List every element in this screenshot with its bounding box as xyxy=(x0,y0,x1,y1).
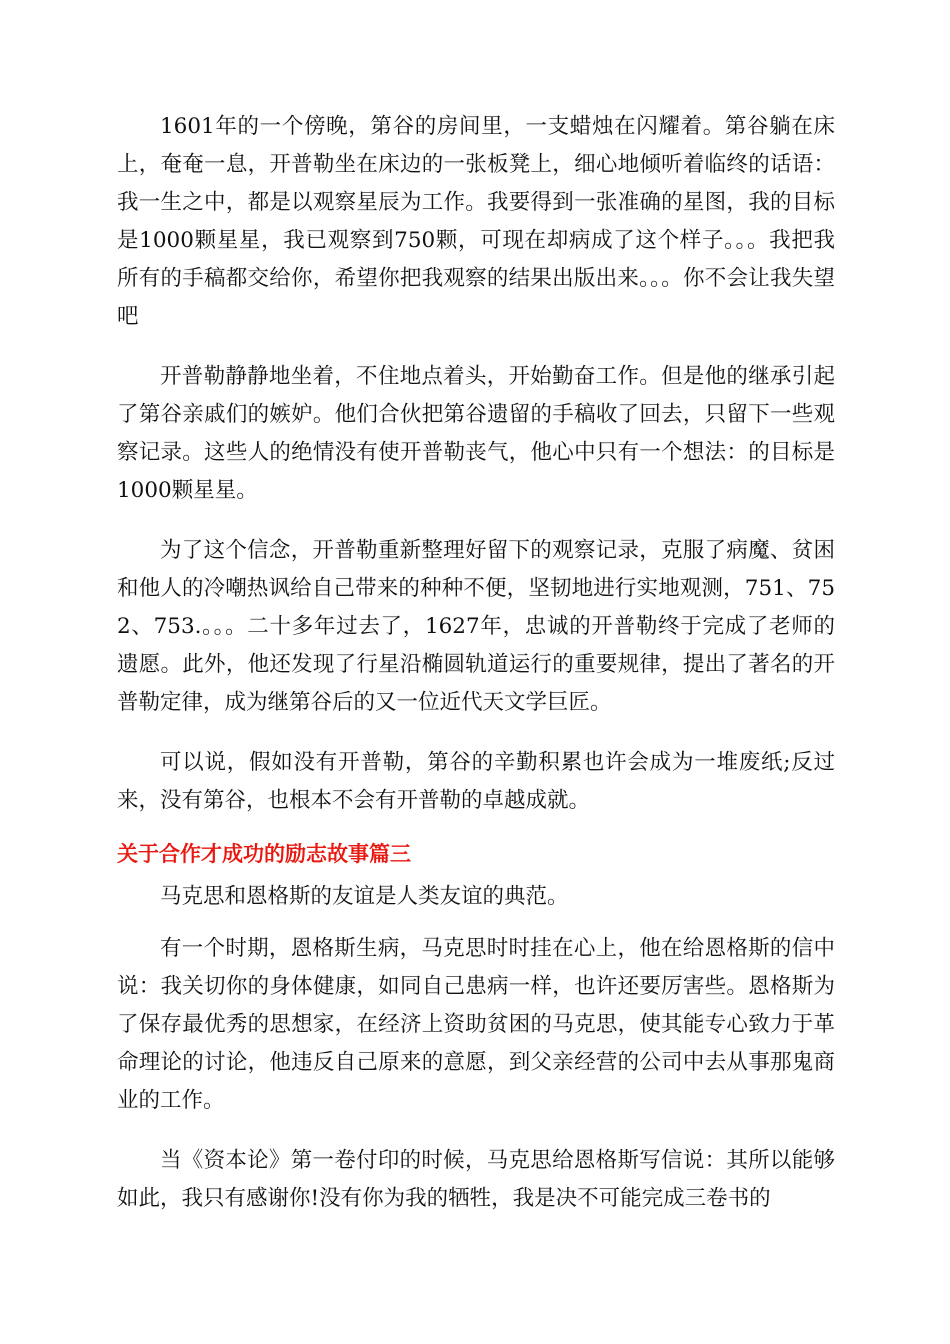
paragraph-tycho-deathbed: 1601年的一个傍晚，第谷的房间里，一支蜡烛在闪耀着。第谷躺在床上，奄奄一息，开普勒坐在床边的一张板凳上，细心地倾听着临终的话语：我一生之中，都是以观察星辰为工作。我要得到一张准确的星图，我的目标是1000颗星星，我已观察到750颗，可现在却病成了这个样子。。。我把我所有的手稿都交给你，希望你把我观察的结果出版出来。。。你不会让我失望吧 xyxy=(117,114,835,329)
paragraph-marx-engels-intro: 马克思和恩格斯的友谊是人类友谊的典范。 xyxy=(160,884,569,909)
paragraph-kepler-work: 开普勒静静地坐着，不住地点着头，开始勤奋工作。但是他的继承引起了第谷亲戚们的嫉妒。他们合伙把第谷遗留的手稿收了回去，只留下一些观察记录。这些人的绝情没有使开普勒丧气，他心中只有一个想法：的目标是1000颗星星。 xyxy=(117,364,835,503)
paragraph-das-kapital: 当《资本论》第一卷付印的时候，马克思给恩格斯写信说：其所以能够如此，我只有感谢你!没有你为我的牺牲，我是决不可能完成三卷书的 xyxy=(117,1148,835,1211)
document-page xyxy=(117,108,835,1218)
paragraph-engels-illness: 有一个时期，恩格斯生病，马克思时时挂在心上，他在给恩格斯的信中说：我关切你的身体健康，如同自己患病一样，也许还要厉害些。恩格斯为了保存最优秀的思想家，在经济上资助贫困的马克思，使其能专心致力于革命理论的讨论，他违反自己原来的意愿，到父亲经营的公司中去从事那鬼商业的工作。 xyxy=(117,936,835,1113)
section-heading: 关于合作才成功的励志故事篇三 xyxy=(117,842,411,866)
paragraph-conclusion: 可以说，假如没有开普勒，第谷的辛勤积累也许会成为一堆废纸;反过来，没有第谷，也根本不会有开普勒的卓越成就。 xyxy=(117,750,835,813)
paragraph-kepler-perseverance: 为了这个信念，开普勒重新整理好留下的观察记录，克服了病魔、贫困和他人的冷嘲热讽给自己带来的种种不便，坚韧地进行实地观测，751、752、753.。。。二十多年过去了，1627年，忠诚的开普勒终于完成了老师的遗愿。此外，他还发现了行星沿椭圆轨道运行的重要规律，提出了著名的开普勒定律，成为继第谷后的又一位近代天文学巨匠。 xyxy=(117,538,835,715)
